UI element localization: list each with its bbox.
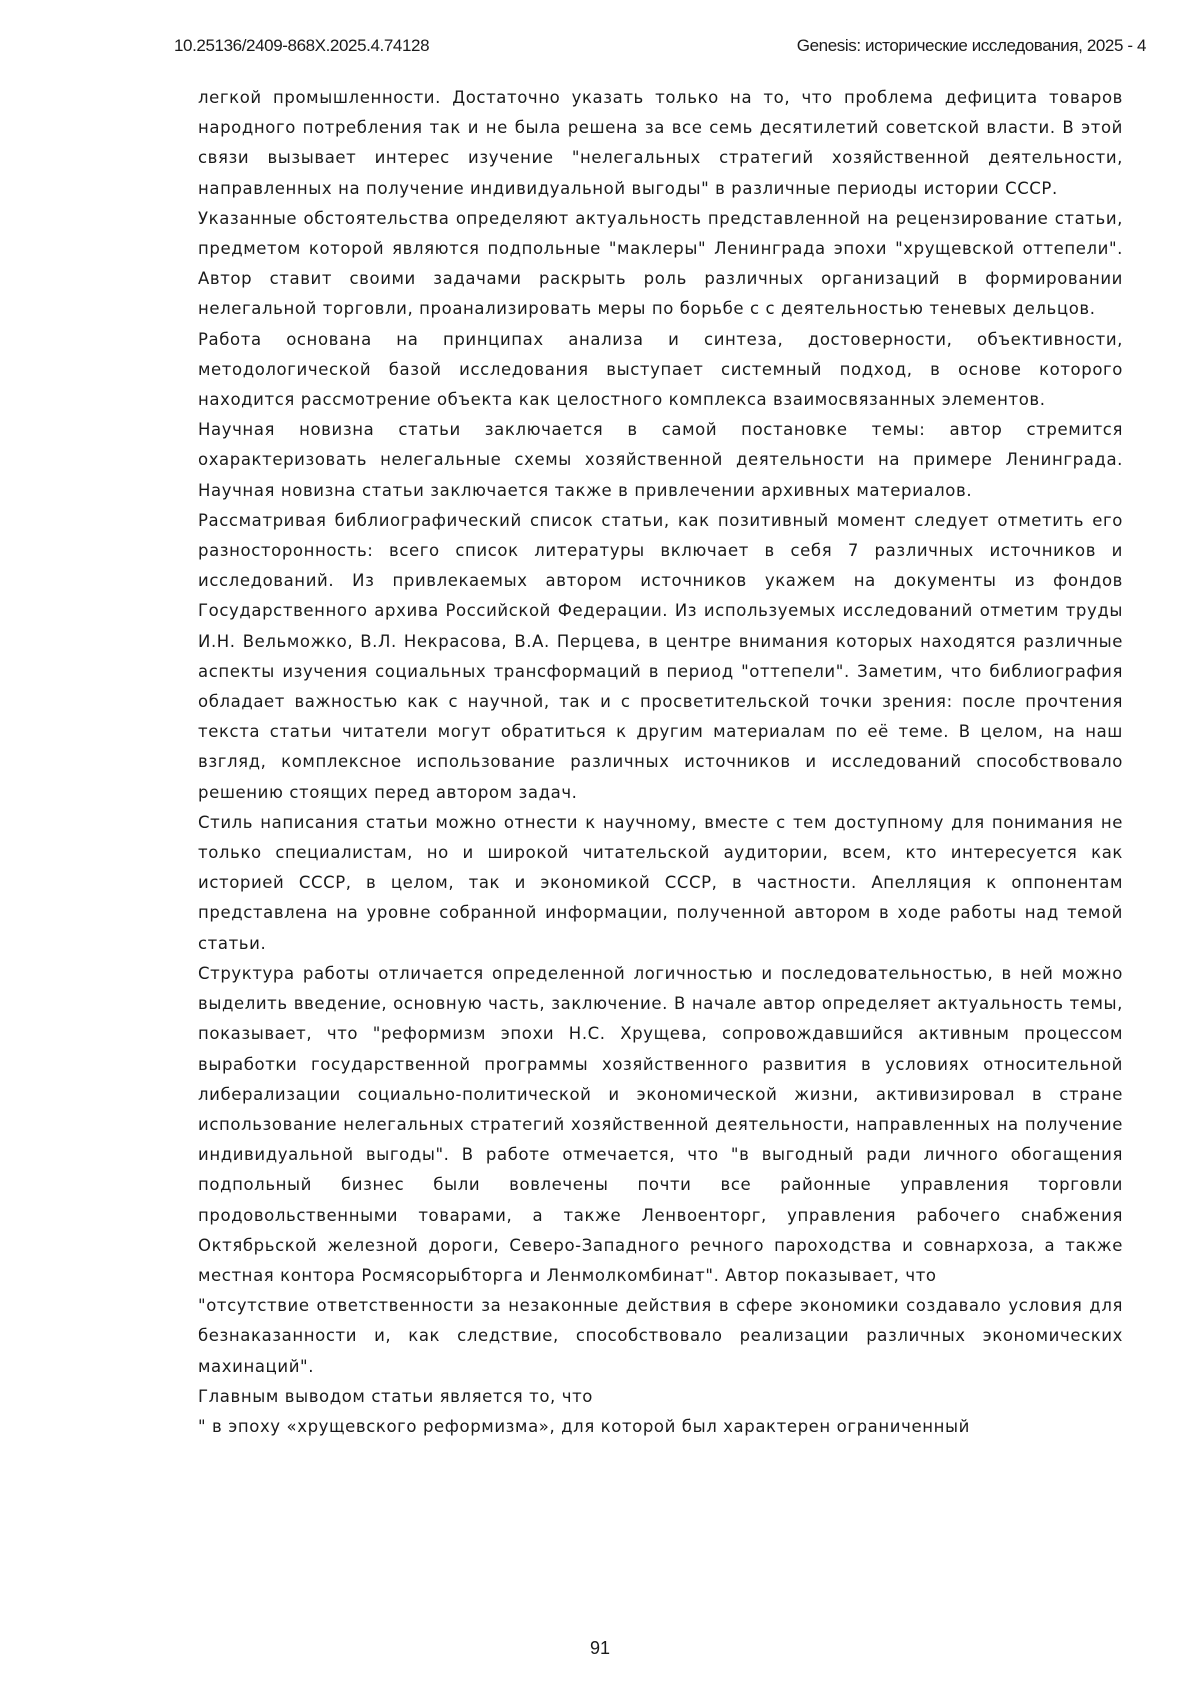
doi-text: 10.25136/2409-868X.2025.4.74128 xyxy=(174,36,429,56)
paragraph: Работа основана на принципах анализа и синтеза, достоверности, объективности, методологической базой исследования выступает системный подход, в основе которого находится рассмотрение объекта как целостного комплекса взаимосвязанных элементов. xyxy=(198,325,1123,416)
paragraph: Структура работы отличается определенной логичностью и последовательностью, в ней можно выделить введение, основную часть, заключение. В начале автор определяет актуальность темы, показывает, что "реформизм эпохи Н.С. Хрущева, сопровождавшийся активным процессом выработки государственной программы хозяйственного развития в условиях относительной либерализации социально-политической и экономической жизни, активизировал в стране использование нелегальных стратегий хозяйственной деятельности, направленных на получение индивидуальной выгоды". В работе отмечается, что "в выгодный ради личного обогащения подпольный бизнес были вовлечены почти все районные управления торговли продовольственными товарами, а также Ленвоенторг, управления рабочего снабжения Октябрьской железной дороги, Северо-Западного речного пароходства и совнархоза, а также местная контора Росмясорыбторга и Ленмолкомбинат". Автор показывает, что xyxy=(198,959,1123,1291)
paragraph: Указанные обстоятельства определяют актуальность представленной на рецензирование статьи, предметом которой являются подпольные "маклеры" Ленинграда эпохи "хрущевской оттепели". Автор ставит своими задачами раскрыть роль различных организаций в формировании нелегальной торговли, проанализировать меры по борьбе с с деятельностью теневых дельцов. xyxy=(198,204,1123,325)
paragraph: легкой промышленности. Достаточно указать только на то, что проблема дефицита товаров народного потребления так и не была решена за все семь десятилетий советской власти. В этой связи вызывает интерес изучение "нелегальных стратегий хозяйственной деятельности, направленных на получение индивидуальной выгоды" в различные периоды истории СССР. xyxy=(198,83,1123,204)
paragraph: Главным выводом статьи является то, что xyxy=(198,1382,1123,1412)
running-header xyxy=(174,36,1146,62)
paragraph: "отсутствие ответственности за незаконные действия в сфере экономики создавало условия для безнаказанности и, как следствие, способствовало реализации различных экономических махинаций". xyxy=(198,1291,1123,1382)
page-number: 91 xyxy=(0,1638,1200,1659)
paragraph: Рассматривая библиографический список статьи, как позитивный момент следует отметить его разносторонность: всего список литературы включает в себя 7 различных источников и исследований. Из привлекаемых автором источников укажем на документы из фондов Государственного архива Российской Федерации. Из используемых исследований отметим труды И.Н. Вельможко, В.Л. Некрасова, В.А. Перцева, в центре внимания которых находятся различные аспекты изучения социальных трансформаций в период "оттепели". Заметим, что библиография обладает важностью как с научной, так и с просветительской точки зрения: после прочтения текста статьи читатели могут обратиться к другим материалам по её теме. В целом, на наш взгляд, комплексное использование различных источников и исследований способствовало решению стоящих перед автором задач. xyxy=(198,506,1123,808)
article-body xyxy=(198,83,1123,1442)
paragraph: Научная новизна статьи заключается в самой постановке темы: автор стремится охарактеризовать нелегальные схемы хозяйственной деятельности на примере Ленинграда. Научная новизна статьи заключается также в привлечении архивных материалов. xyxy=(198,415,1123,506)
journal-title: Genesis: исторические исследования, 2025 - 4 xyxy=(797,36,1146,56)
paragraph: " в эпоху «хрущевского реформизма», для которой был характерен ограниченный xyxy=(198,1412,1123,1442)
paragraph: Стиль написания статьи можно отнести к научному, вместе с тем доступному для понимания не только специалистам, но и широкой читательской аудитории, всем, кто интересуется как историей СССР, в целом, так и экономикой СССР, в частности. Апелляция к оппонентам представлена на уровне собранной информации, полученной автором в ходе работы над темой статьи. xyxy=(198,808,1123,959)
